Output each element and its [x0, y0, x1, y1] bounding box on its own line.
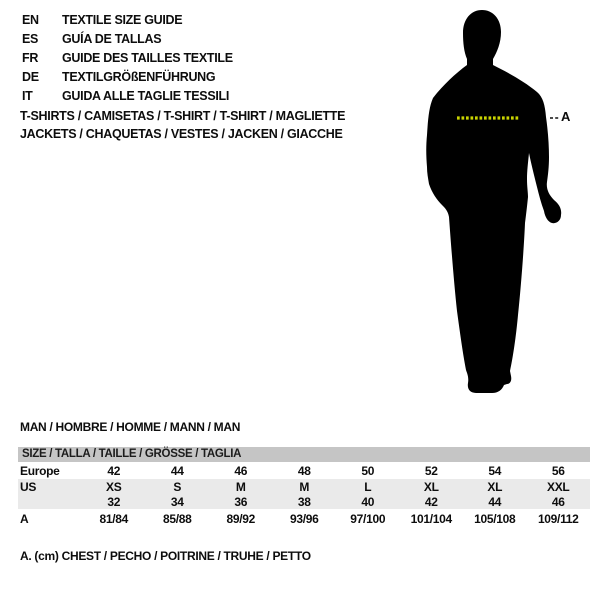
table-cell: L	[364, 479, 372, 494]
table-cell: 85/88	[162, 511, 192, 526]
row-label: A	[20, 511, 29, 526]
language-list	[22, 11, 233, 106]
table-cell: XL	[487, 479, 503, 494]
table-cell: 81/84	[99, 511, 129, 526]
table-cell: XXL	[547, 479, 570, 494]
language-code: EN	[22, 13, 39, 27]
language-code: ES	[22, 32, 39, 46]
size-table-rows	[18, 462, 590, 528]
language-label: TEXTILE SIZE GUIDE	[62, 13, 183, 27]
man-silhouette-shape	[426, 10, 561, 393]
category-lines	[20, 107, 345, 143]
table-cell: 42	[107, 463, 121, 478]
table-cell: 44	[170, 463, 184, 478]
table-cell: 101/104	[410, 511, 452, 526]
table-cell: 40	[361, 494, 375, 509]
table-cell: 38	[297, 494, 311, 509]
language-code: DE	[22, 70, 39, 84]
table-cell: 48	[297, 463, 311, 478]
language-item-fr	[22, 49, 233, 68]
table-row-us-numeric	[18, 494, 590, 509]
table-cell: 36	[234, 494, 248, 509]
table-cell: M	[299, 479, 310, 494]
table-cell: 89/92	[226, 511, 256, 526]
language-code: FR	[22, 51, 39, 65]
table-cell: 46	[234, 463, 248, 478]
row-label: Europe	[20, 463, 60, 478]
table-cell: 97/100	[350, 511, 386, 526]
man-silhouette	[398, 5, 578, 395]
size-table	[18, 447, 590, 528]
table-cell: 46	[551, 494, 565, 509]
size-table-header: SIZE / TALLA / TAILLE / GRÖSSE / TAGLIA	[18, 447, 590, 462]
table-cell: 32	[107, 494, 121, 509]
measurement-label-a: A	[561, 109, 571, 124]
category-line-jackets: JACKETS / CHAQUETAS / VESTES / JACKEN / GIACCHE	[20, 127, 343, 141]
section-title-man: MAN / HOMBRE / HOMME / MANN / MAN	[20, 420, 241, 434]
row-label: US	[20, 479, 37, 494]
table-cell: 52	[424, 463, 438, 478]
language-label: GUIDA ALLE TAGLIE TESSILI	[62, 89, 230, 103]
language-item-en	[22, 11, 233, 30]
table-row-europe	[18, 462, 590, 479]
language-item-de	[22, 68, 233, 87]
language-label: GUÍA DE TALLAS	[62, 32, 162, 46]
table-cell: S	[173, 479, 182, 494]
table-cell: 109/112	[537, 511, 579, 526]
table-cell: M	[235, 479, 246, 494]
category-line-tshirts: T-SHIRTS / CAMISETAS / T-SHIRT / T-SHIRT / MAGLIETTE	[20, 109, 346, 123]
table-cell: 42	[424, 494, 438, 509]
table-cell: XS	[106, 479, 122, 494]
table-cell: XL	[423, 479, 439, 494]
table-row-us	[18, 479, 590, 494]
table-cell: 54	[488, 463, 502, 478]
table-row-a	[18, 509, 590, 528]
table-cell: 44	[488, 494, 502, 509]
table-cell: 50	[361, 463, 375, 478]
table-cell: 34	[170, 494, 184, 509]
table-cell: 105/108	[474, 511, 516, 526]
language-item-es	[22, 30, 233, 49]
language-label: TEXTILGRÖßENFÜHRUNG	[62, 70, 216, 84]
measurement-footnote: A. (cm) CHEST / PECHO / POITRINE / TRUHE / PETTO	[20, 549, 311, 563]
language-code: IT	[22, 89, 33, 103]
language-label: GUIDE DES TAILLES TEXTILE	[62, 51, 233, 65]
language-item-it	[22, 87, 233, 106]
table-cell: 93/96	[289, 511, 319, 526]
table-cell: 56	[551, 463, 565, 478]
